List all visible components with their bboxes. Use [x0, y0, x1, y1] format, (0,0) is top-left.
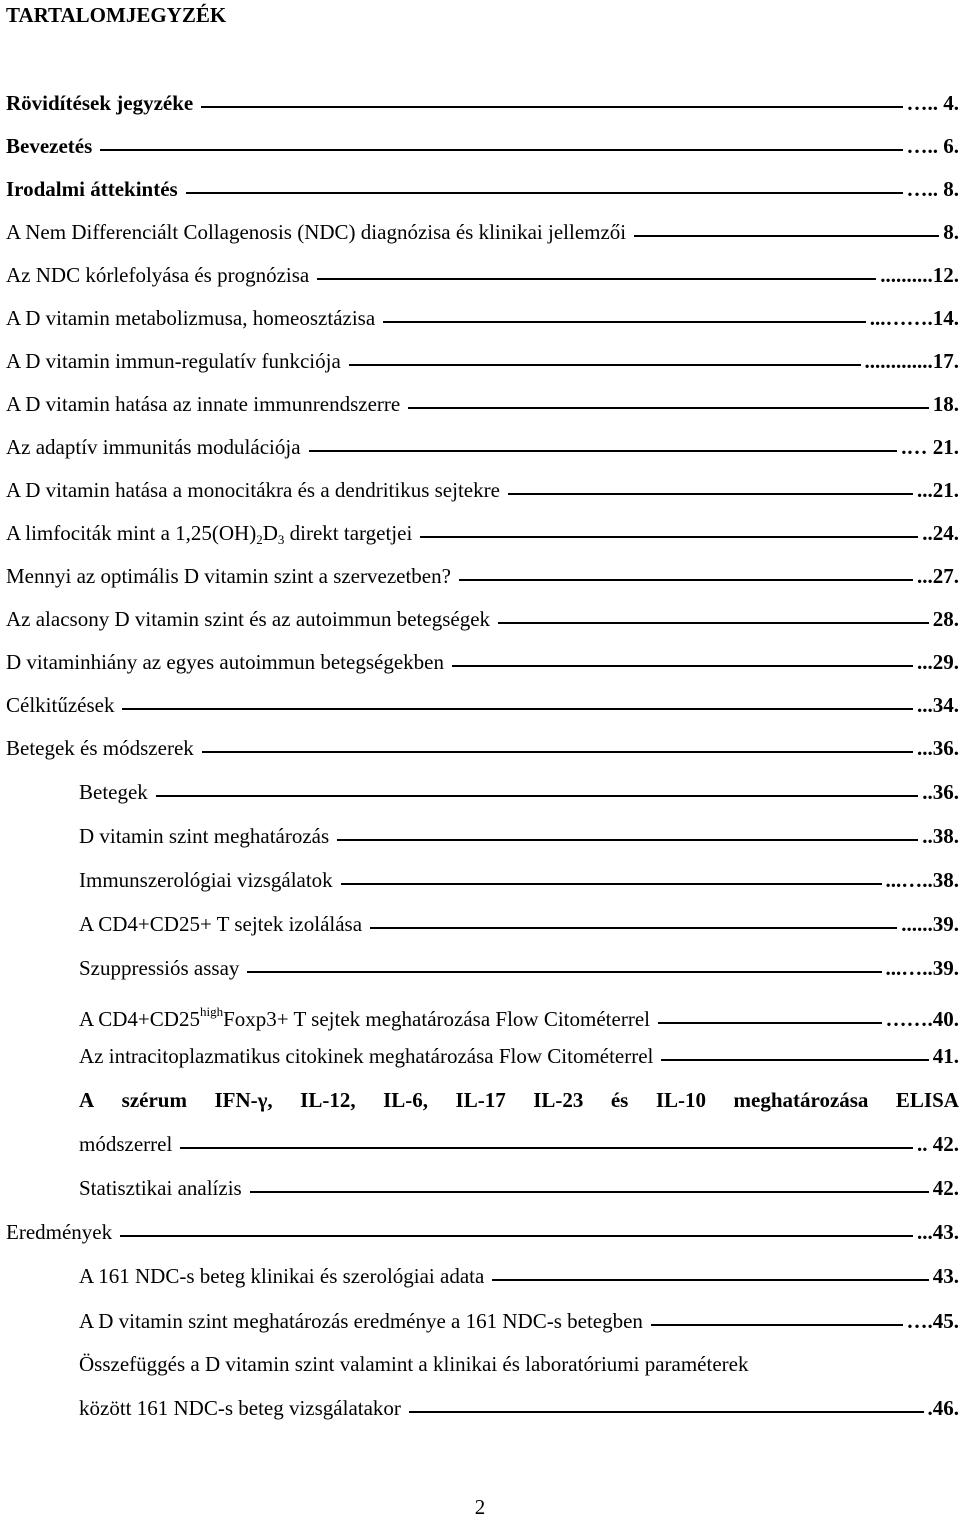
toc-word: ELISA	[895, 1088, 959, 1112]
leader-line	[186, 190, 903, 194]
toc-entry-results[interactable]	[6, 1218, 959, 1246]
toc-page-number: 43.	[932, 1264, 959, 1288]
toc-word: IL-10	[655, 1088, 707, 1112]
toc-entry-intracellular-cytokines[interactable]	[79, 1042, 959, 1070]
toc-word: A	[79, 1088, 95, 1112]
toc-entry-label: Az intracitoplazmatikus citokinek meghatározása Flow Citométerrel	[79, 1044, 654, 1068]
toc-word: szérum	[121, 1088, 187, 1112]
leader-line	[120, 1233, 913, 1237]
toc-entry-cd4-isolation[interactable]	[79, 910, 959, 938]
toc-page-number: …….40.	[885, 1007, 959, 1031]
toc-page-number: 42.	[932, 1176, 959, 1200]
leader-line	[651, 1322, 903, 1326]
toc-entry-objectives[interactable]	[6, 691, 959, 719]
toc-word: IL-17	[455, 1088, 506, 1112]
leader-line	[658, 1020, 882, 1024]
toc-page-number: ...…..38.	[885, 868, 959, 892]
toc-entry-label: között 161 NDC-s beteg vizsgálatakor	[79, 1396, 401, 1420]
leader-line	[337, 837, 918, 841]
toc-word: és	[610, 1088, 629, 1112]
toc-entry-label: A Nem Differenciált Collagenosis (NDC) diagnózisa és klinikai jellemzői	[6, 220, 627, 244]
toc-entry-label: Statisztikai analízis	[79, 1176, 242, 1200]
toc-word: IL-23	[533, 1088, 584, 1112]
toc-entry-label: D vitamin szint meghatározás	[79, 824, 330, 848]
toc-entry-label: A D vitamin szint meghatározás eredménye a 161 NDC-s betegben	[79, 1309, 643, 1333]
toc-entry-label: Eredmények	[6, 1220, 113, 1244]
toc-page-number: ...36.	[917, 736, 959, 760]
toc-page-number: ...43.	[917, 1220, 959, 1244]
toc-entry-label: Betegek	[79, 780, 148, 804]
toc-entry-patients[interactable]	[79, 778, 959, 806]
toc-entry-label: Az adaptív immunitás modulációja	[6, 435, 301, 459]
toc-entry-label: Bevezetés	[6, 134, 93, 158]
toc-entry-adaptive-immunity[interactable]	[6, 433, 959, 461]
toc-page-number: .. 42.	[917, 1132, 959, 1156]
toc-word: IL-6,	[383, 1088, 429, 1112]
toc-entry-deficiency-diseases[interactable]	[6, 648, 959, 676]
toc-entry-label: módszerrel	[79, 1132, 173, 1156]
toc-entry-correlation-line1[interactable]	[79, 1350, 959, 1378]
toc-page-number: ..36.	[922, 780, 959, 804]
leader-line	[180, 1145, 913, 1149]
leader-line	[383, 319, 866, 323]
toc-entry-label: A D vitamin immun-regulatív funkciója	[6, 349, 341, 373]
toc-entry-label: Mennyi az optimális D vitamin szint a szervezetben?	[6, 564, 451, 588]
toc-entry-immunoserology[interactable]	[79, 866, 959, 894]
toc-page-number: 28.	[932, 607, 959, 631]
toc-entry-label: A D vitamin hatása a monocitákra és a dendritikus sejtekre	[6, 478, 500, 502]
leader-line	[247, 969, 881, 973]
toc-entry-label: Célkitűzések	[6, 693, 115, 717]
toc-entry-label: Szuppressiós assay	[79, 956, 240, 980]
leader-line	[420, 534, 918, 538]
leader-line	[508, 491, 913, 495]
toc-entry-label: A $CD4+CD25^{high}Foxp3+ T$ sejtek meghatározása Flow Citométerrel	[79, 1004, 650, 1031]
toc-entry-statistics[interactable]	[79, 1174, 959, 1202]
leader-line	[202, 749, 913, 753]
toc-entry-abbreviations[interactable]	[6, 89, 959, 117]
toc-entry-low-level-autoimmune[interactable]	[6, 605, 959, 633]
toc-word: meghatározása	[733, 1088, 869, 1112]
toc-entry-innate-immunity[interactable]	[6, 390, 959, 418]
toc-entry-label: Betegek és módszerek	[6, 736, 194, 760]
toc-entry-elisa-line2[interactable]	[79, 1130, 959, 1158]
toc-entry-literature-review[interactable]	[6, 175, 959, 203]
toc-page-number: ….. 8.	[906, 177, 959, 201]
toc-entry-patients-methods[interactable]	[6, 734, 959, 762]
toc-page-number: ...…..39.	[885, 956, 959, 980]
toc-entry-vitamin-d-measurement[interactable]	[79, 822, 959, 850]
toc-page-number: ......39.	[901, 912, 959, 936]
leader-line	[122, 706, 913, 710]
leader-line	[452, 663, 913, 667]
toc-entry-lymphocyte-targets[interactable]	[6, 519, 959, 547]
leader-line	[341, 881, 882, 885]
leader-line	[349, 362, 861, 366]
leader-line	[498, 620, 929, 624]
toc-page-number: 8.	[943, 220, 959, 244]
toc-entry-label: Irodalmi áttekintés	[6, 177, 178, 201]
leader-line	[317, 276, 876, 280]
toc-page-number: ….. 6.	[906, 134, 959, 158]
leader-line	[201, 104, 902, 108]
page-number: 2	[474, 1495, 486, 1519]
leader-line	[459, 577, 913, 581]
leader-line	[370, 925, 897, 929]
leader-line	[634, 233, 939, 237]
toc-entry-label: Immunszerológiai vizsgálatok	[79, 868, 333, 892]
toc-entry-label: Rövidítések jegyzéke	[6, 91, 194, 115]
toc-entry-label: Az alacsony D vitamin szint és az autoimmun betegségek	[6, 607, 491, 631]
toc-entry-monocytes-dendritic[interactable]	[6, 476, 959, 504]
toc-entry-ndc-course[interactable]	[6, 261, 959, 289]
toc-page-number: ...27.	[917, 564, 959, 588]
toc-word: IL-12,	[300, 1088, 356, 1112]
toc-entry-measurement-results[interactable]	[79, 1307, 959, 1335]
toc-entry-label: D vitaminhiány az egyes autoimmun betegségekben	[6, 650, 444, 674]
toc-entry-optimal-level[interactable]	[6, 562, 959, 590]
toc-entry-clinical-serological-data[interactable]	[79, 1262, 959, 1290]
toc-page-number: ...…….14.	[869, 306, 959, 330]
toc-entry-label: A CD4+CD25+ T sejtek izolálása	[79, 912, 363, 936]
leader-line	[492, 1277, 928, 1281]
toc-entry-immunoregulatory-function[interactable]	[6, 347, 959, 375]
toc-entry-ndc-diagnosis[interactable]	[6, 218, 959, 246]
leader-line	[156, 793, 918, 797]
toc-page-number: ….. 4.	[906, 91, 959, 115]
leader-line	[100, 147, 902, 151]
toc-entry-label: A 161 NDC-s beteg klinikai és szerológiai adata	[79, 1264, 485, 1288]
toc-page-number: ..38.	[922, 824, 959, 848]
leader-line	[250, 1189, 929, 1193]
toc-page-number: ...34.	[917, 693, 959, 717]
toc-page-number: 41.	[932, 1044, 959, 1068]
toc-entry-label: Összefüggés a D vitamin szint valamint a klinikai és laboratóriumi paraméterek	[79, 1352, 749, 1376]
leader-line	[309, 448, 898, 452]
toc-entry-introduction[interactable]	[6, 132, 959, 160]
toc-entry-vitamin-d-metabolism[interactable]	[6, 304, 959, 332]
toc-entry-label: A D vitamin metabolizmusa, homeosztázisa	[6, 306, 376, 330]
toc-entry-label: A limfociták mint a $1,25(OH)_2D_3$ direkt targetjei	[6, 521, 413, 547]
toc-page-number: .46.	[927, 1396, 959, 1420]
toc-entry-suppression-assay[interactable]	[79, 954, 959, 982]
toc-page-number: 18.	[932, 392, 959, 416]
leader-line	[661, 1057, 928, 1061]
page-title: TARTALOMJEGYZÉK	[6, 3, 227, 27]
leader-line	[409, 1409, 924, 1413]
toc-word: IFN-γ,	[214, 1088, 273, 1112]
toc-page-number: ….45.	[906, 1309, 959, 1333]
toc-page-number: .............17.	[864, 349, 959, 373]
leader-line	[408, 405, 929, 409]
toc-page-number: ..........12.	[880, 263, 959, 287]
toc-page-number: ..24.	[922, 521, 959, 545]
toc-entry-elisa-line1[interactable]	[79, 1086, 959, 1114]
toc-page-number: .… 21.	[901, 435, 959, 459]
toc-entry-label: A D vitamin hatása az innate immunrendszerre	[6, 392, 401, 416]
toc-entry-foxp3-flow[interactable]	[79, 998, 959, 1031]
toc-page-number: ...21.	[917, 478, 959, 502]
toc-page-number: ...29.	[917, 650, 959, 674]
toc-entry-label: Az NDC kórlefolyása és prognózisa	[6, 263, 310, 287]
toc-entry-correlation-line2[interactable]	[79, 1394, 959, 1422]
